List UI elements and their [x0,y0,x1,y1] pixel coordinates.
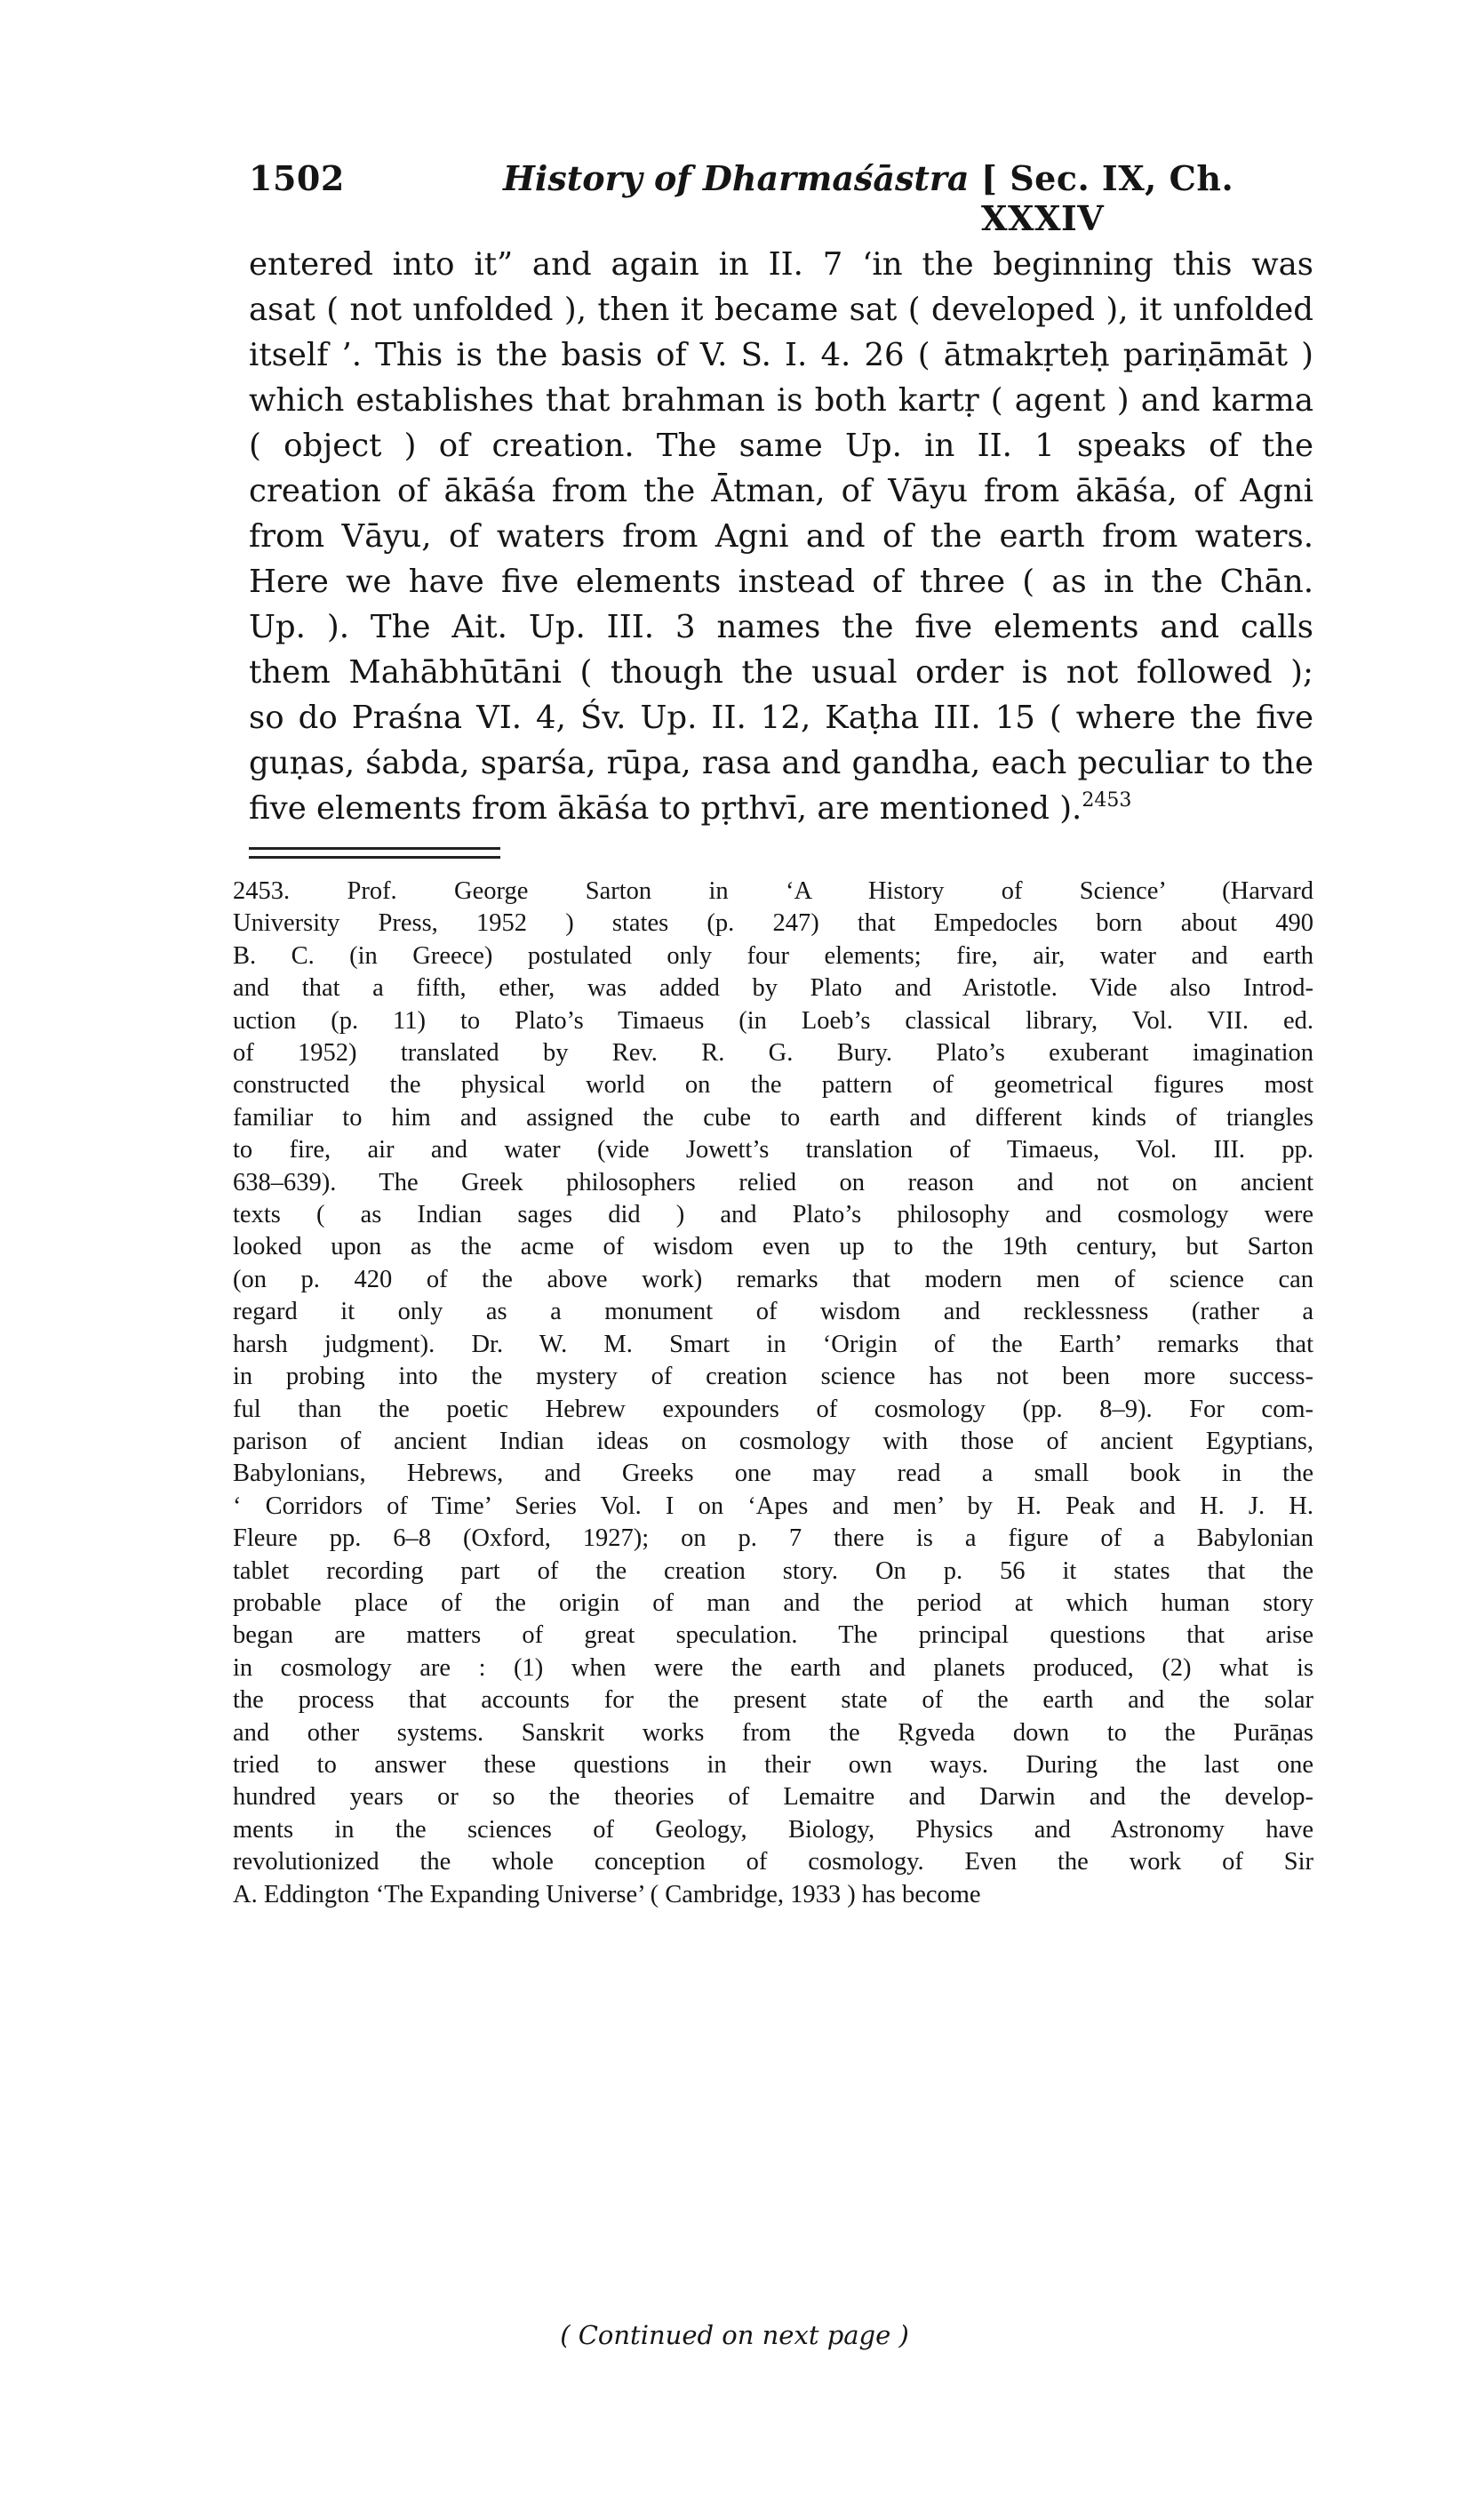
footnote-line: to fire, air and water (vide Jowett’s translation of Timaeus, Vol. III. pp. [233,1136,1313,1164]
footnote-line: the process that accounts for the present state of the earth and the solar [233,1686,1313,1715]
body-text-line: Up. ). The Ait. Up. III. 3 names the five elements and calls [249,609,1313,645]
footnote-divider-rule [249,856,500,859]
body-text-line: them Mahābhūtāni ( though the usual order is not followed ); [249,654,1313,691]
footnote-line: (on p. 420 of the above work) remarks that modern men of science can [233,1265,1313,1293]
footnote-divider-rule [249,847,500,850]
footnote-line: B. C. (in Greece) postulated only four elements; fire, air, water and earth [233,941,1313,970]
body-text-line: which establishes that brahman is both kartṛ ( agent ) and karma [249,382,1313,419]
footnote-line: Fleure pp. 6–8 (Oxford, 1927); on p. 7 there is a figure of a Babylonian [233,1524,1313,1553]
footnote-line: probable place of the origin of man and the period at which human story [233,1588,1313,1617]
footnote-line: constructed the physical world on the pattern of geometrical figures most [233,1071,1313,1100]
page-number: 1502 [249,158,345,198]
footnote-line: in cosmology are : (1) when were the earth and planets produced, (2) what is [233,1653,1313,1682]
footnote-line: regard it only as a monument of wisdom and recklessness (rather a [233,1298,1313,1326]
footnote-line: tried to answer these questions in their own ways. During the last one [233,1750,1313,1779]
footnote-line: uction (p. 11) to Plato’s Timaeus (in Loeb’s classical library, Vol. VII. ed. [233,1006,1313,1035]
footnote-line: began are matters of great speculation. The principal questions that arise [233,1621,1313,1650]
section-reference: [ Sec. IX, Ch. XXXIV [981,158,1234,238]
footnote-line: ful than the poetic Hebrew expounders of cosmology (pp. 8–9). For com- [233,1395,1313,1423]
running-title: History of Dharmaśāstra [503,158,970,198]
footnote-line: parison of ancient Indian ideas on cosmology with those of ancient Egyptians, [233,1427,1313,1455]
footnote-reference-marker[interactable]: 2453 [1082,789,1132,812]
footnote-line: ments in the sciences of Geology, Biology, Physics and Astronomy have [233,1815,1313,1844]
footnote-line: 2453. Prof. George Sarton in ‘A History of Science’ (Harvard [233,877,1313,905]
footnote-line: and other systems. Sanskrit works from the Ṛgveda down to the Purāṇas [233,1718,1313,1747]
footnote-line: Babylonians, Hebrews, and Greeks one may read a small book in the [233,1460,1313,1488]
footnote-line: University Press, 1952 ) states (p. 247) that Empedocles born about 490 [233,909,1313,938]
footnote-line: texts ( as Indian sages did ) and Plato’s philosophy and cosmology were [233,1201,1313,1229]
footnote-line: familiar to him and assigned the cube to earth and different kinds of triangles [233,1103,1313,1132]
footnote-line: tablet recording part of the creation story. On p. 56 it states that the [233,1556,1313,1585]
footnote-line: harsh judgment). Dr. W. M. Smart in ‘Origin of the Earth’ remarks that [233,1330,1313,1358]
body-text-line: creation of ākāśa from the Ātman, of Vāyu from ākāśa, of Agni [249,473,1313,509]
body-text-line-text: five elements from ākāśa to pṛthvī, are mentioned ). [249,790,1082,827]
footnote-2453 [233,876,1313,1911]
footnote-line: A. Eddington ‘The Expanding Universe’ ( Cambridge, 1933 ) has become [233,1880,981,1908]
page-header [249,158,1315,238]
body-text [249,242,1313,831]
body-text-line: so do Praśna VI. 4, Śv. Up. II. 12, Kaṭha III. 15 ( where the five [249,700,1313,736]
body-text-line [249,786,1313,831]
body-text-line: itself ’. This is the basis of V. S. I. 4. 26 ( ātmakṛteḥ pariṇāmāt ) [249,337,1313,373]
continued-note: ( Continued on next page ) [560,2320,909,2350]
footnote-line: in probing into the mystery of creation science has not been more success- [233,1363,1313,1391]
footnote-line: 638–639). The Greek philosophers relied on reason and not on ancient [233,1168,1313,1196]
footnote-line: ‘ Corridors of Time’ Series Vol. I on ‘Apes and men’ by H. Peak and H. J. H. [233,1492,1313,1520]
body-text-line: Here we have five elements instead of three ( as in the Chān. [249,564,1313,600]
body-text-line: entered into it” and again in II. 7 ‘in the beginning this was [249,246,1313,283]
footnote-line: of 1952) translated by Rev. R. G. Bury. Plato’s exuberant imagination [233,1039,1313,1068]
body-text-line: ( object ) of creation. The same Up. in II. 1 speaks of the [249,428,1313,464]
footnote-line: revolutionized the whole conception of cosmology. Even the work of Sir [233,1848,1313,1876]
body-text-line: guṇas, śabda, sparśa, rūpa, rasa and gandha, each peculiar to the [249,745,1313,781]
body-text-line: asat ( not unfolded ), then it became sat ( developed ), it unfolded [249,292,1313,328]
footnote-line: looked upon as the acme of wisdom even up to the 19th century, but Sarton [233,1233,1313,1261]
body-text-line: from Vāyu, of waters from Agni and of the earth from waters. [249,518,1313,555]
footnote-line: hundred years or so the theories of Lemaitre and Darwin and the develop- [233,1783,1313,1812]
footnote-line: and that a fifth, ether, was added by Plato and Aristotle. Vide also Introd- [233,974,1313,1003]
